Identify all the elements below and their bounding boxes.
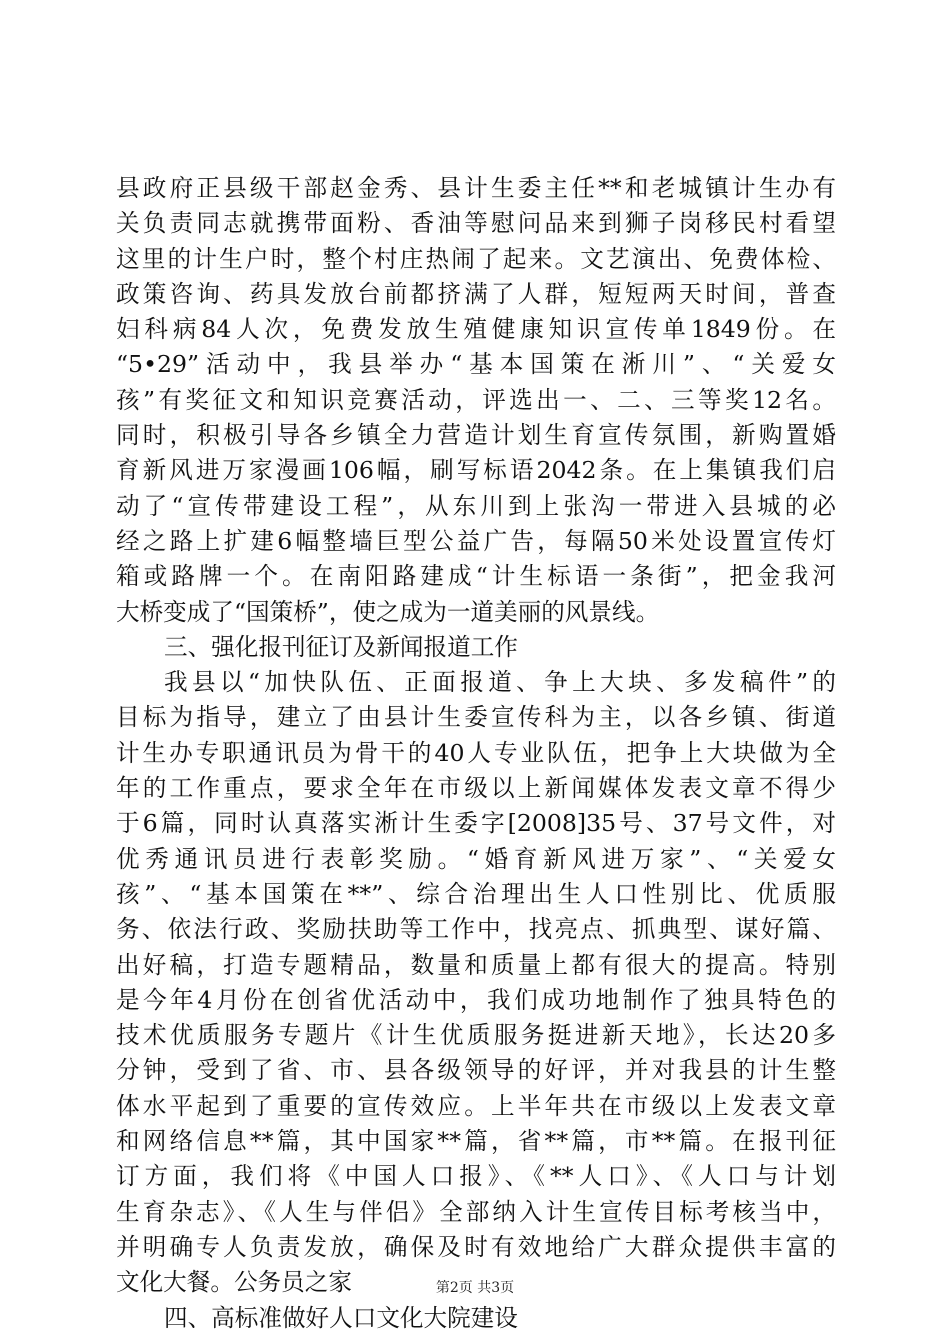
text-line: 并明确专人负责发放，确保及时有效地给广大群众提供丰富的 [116,1232,836,1261]
text-line: 经之路上扩建6幅整墙巨型公益广告，每隔50米处设置宣传灯 [116,526,836,555]
text-line: 关负责同志就携带面粉、香油等慰问品来到狮子岗移民村看望 [116,209,836,238]
section-heading-4: 四、高标准做好人口文化大院建设 [164,1303,518,1332]
text-line: 技术优质服务专题片《计生优质服务挺进新天地》，长达20多 [116,1021,836,1050]
text-line: 这里的计生户时，整个村庄热闹了起来。文艺演出、免费体检、 [116,244,836,273]
text-line: 是今年4月份在创省优活动中，我们成功地制作了独具特色的 [116,985,836,1014]
text-line: “5•29”活动中，我县举办“基本国策在淅川”、“关爱女 [116,350,836,379]
text-line: 订方面，我们将《中国人口报》、《**人口》、《人口与计划 [116,1162,836,1191]
text-line: 出好稿，打造专题精品，数量和质量上都有很大的提高。特别 [116,950,836,979]
paragraph-first-line: 我县以“加快队伍、正面报道、争上大块、多发稿件”的 [164,668,836,697]
text-line: 计生办专职通讯员为骨干的40人专业队伍，把争上大块做为全 [116,738,836,767]
text-line: 育新风进万家漫画106幅，刷写标语2042条。在上集镇我们启 [116,456,836,485]
text-line: 文化大餐。公务员之家 [116,1268,352,1297]
text-line: 于6篇，同时认真落实淅计生委字[2008]35号、37号文件，对 [116,809,836,838]
text-line: 体水平起到了重要的宣传效应。上半年共在市级以上发表文章 [116,1091,836,1120]
section-heading-3: 三、强化报刊征订及新闻报道工作 [164,632,518,661]
text-line: 和网络信息**篇，其中国家**篇，省**篇，市**篇。在报刊征 [116,1127,836,1156]
text-line: 箱或路牌一个。在南阳路建成“计生标语一条街”，把金我河 [116,562,836,591]
page-number-footer: 第2页 共3页 [435,1280,515,1296]
text-line: 年的工作重点，要求全年在市级以上新闻媒体发表文章不得少 [116,774,836,803]
text-line: 同时，积极引导各乡镇全力营造计划生育宣传氛围，新购置婚 [116,421,836,450]
text-line: 大桥变成了“国策桥”，使之成为一道美丽的风景线。 [116,597,660,626]
text-line: 目标为指导，建立了由县计生委宣传科为主，以各乡镇、街道 [116,703,836,732]
text-line: 孩”有奖征文和知识竞赛活动，评选出一、二、三等奖12名。 [116,385,836,414]
text-line: 生育杂志》、《人生与伴侣》全部纳入计生宣传目标考核当中， [116,1197,836,1226]
text-line: 妇科病84人次，免费发放生殖健康知识宣传单1849份。在 [116,315,836,344]
text-line: 政策咨询、药具发放台前都挤满了人群，短短两天时间，普查 [116,279,836,308]
text-line: 动了“宣传带建设工程”，从东川到上张沟一带进入县城的必 [116,491,836,520]
text-line: 县政府正县级干部赵金秀、县计生委主任**和老城镇计生办有 [116,174,836,202]
body-text [116,171,836,1336]
text-line: 务、依法行政、奖励扶助等工作中，找亮点、抓典型、谋好篇、 [116,915,836,944]
text-line: 孩”、“基本国策在**”、综合治理出生人口性别比、优质服 [116,879,836,908]
text-line: 优秀通讯员进行表彰奖励。“婚育新风进万家”、“关爱女 [116,844,836,873]
text-line: 分钟，受到了省、市、县各级领导的好评，并对我县的计生整 [116,1056,836,1085]
